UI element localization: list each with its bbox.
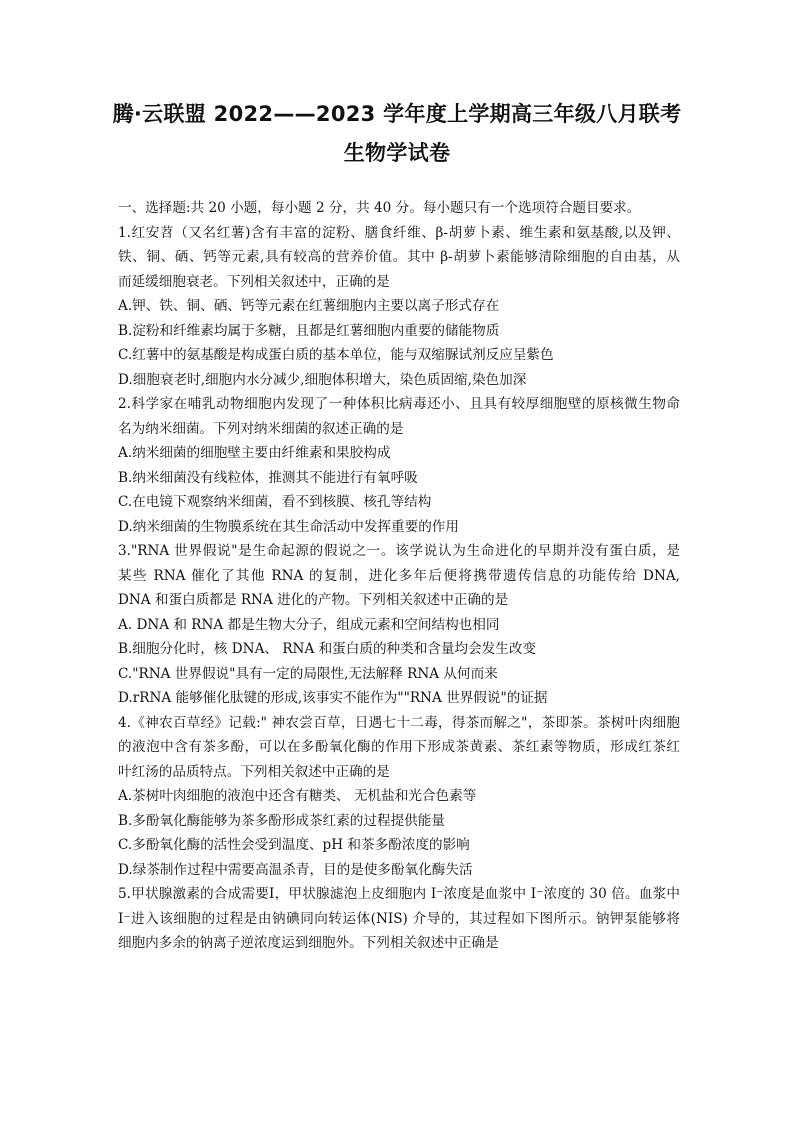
- text-line: 的液泡中含有茶多酚，可以在多酚氧化酶的作用下形成茶黄素、茶红素等物质，形成红茶红: [118, 739, 680, 755]
- text-line: C.多酚氧化酶的活性会受到温度、pH 和茶多酚浓度的影响: [118, 837, 470, 853]
- text-line: 某些 RNA 催化了其他 RNA 的复制，进化多年后便将携带遗传信息的功能传给 DNA,: [118, 567, 680, 584]
- exam-body: [118, 196, 680, 956]
- text-line: 5.甲状腺激素的合成需要I，甲状腺滤泡上皮细胞内 I⁻浓度是血浆中 I⁻浓度的 30 倍。血浆中: [118, 886, 680, 902]
- text-line: 铁、铜、硒、钙等元素,具有较高的营养价值。其中 β-胡萝卜素能够清除细胞的自由基，从: [118, 249, 680, 265]
- text-line: C.红薯中的氨基酸是构成蛋白质的基本单位，能与双缩脲试剂反应呈紫色: [118, 347, 554, 363]
- exam-subtitle: 生物学试卷: [343, 141, 451, 165]
- text-line: A. DNA 和 RNA 都是生物大分子，组成元素和空间结构也相同: [118, 616, 500, 633]
- text-line: 叶红汤的品质特点。下列相关叙述中正确的是: [118, 763, 390, 780]
- text-line: D.rRNA 能够催化肽键的形成,该事实不能作为""RNA 世界假说"的证据: [118, 690, 548, 706]
- text-line: I⁻进入该细胞的过程是由钠碘同向转运体(NIS) 介导的，其过程如下图所示。钠钾泵能够将: [118, 910, 680, 927]
- text-line: 1.红安苕（又名红薯)含有丰富的淀粉、膳食纤维、β-胡萝卜素、维生素和氨基酸,以及钾、: [118, 224, 680, 241]
- text-line: D.绿茶制作过程中需要高温杀青，目的是使多酚氧化酶失活: [118, 861, 473, 878]
- text-line: 一、选择题:共 20 小题，每小题 2 分，共 40 分。每小题只有一个选项符合题目要求。: [118, 200, 641, 216]
- text-line: 4.《神农百草经》记载:" 神农尝百草，日遇七十二毒，得茶而解之"，茶即茶。茶树叶肉细胞: [118, 714, 680, 731]
- text-line: C.在电镜下观察纳米细菌，看不到核膜、核孔等结构: [118, 494, 432, 510]
- text-line: 3."RNA 世界假说"是生命起源的假说之一。该学说认为生命进化的早期并没有蛋白质，是: [118, 543, 680, 559]
- text-line: A.钾、铁、铜、硒、钙等元素在红薯细胞内主要以离子形式存在: [118, 298, 500, 314]
- text-line: D.纳米细菌的生物膜系统在其生命活动中发挥重要的作用: [118, 518, 459, 535]
- text-line: D.细胞衰老时,细胞内水分减少,细胞体积增大，染色质固缩,染色加深: [118, 371, 527, 388]
- text-line: 细胞内多余的钠离子逆浓度运到细胞外。下列相关叙述中正确是: [118, 935, 499, 951]
- text-line: A.茶树叶肉细胞的液泡中还含有糖类、 无机盐和光合色素等: [118, 788, 477, 804]
- text-line: B.淀粉和纤维素均属于多糖，且都是红薯细胞内重要的储能物质: [118, 322, 500, 339]
- text-line: B.纳米细菌没有线粒体，推测其不能进行有氧呼吸: [118, 469, 418, 486]
- text-line: 名为纳米细菌。下列对纳米细菌的叙述正确的是: [118, 420, 404, 437]
- text-line: 2.科学家在哺乳动物细胞内发现了一种体积比病毒还小、且具有较厚细胞壁的原核微生物命: [118, 396, 680, 412]
- text-line: B.细胞分化时，核 DNA、 RNA 和蛋白质的种类和含量均会发生改变: [118, 641, 537, 657]
- text-line: 而延缓细胞衰老。下列相关叙述中，正确的是: [118, 273, 390, 290]
- text-line: B.多酚氧化酶能够为茶多酚形成茶红素的过程提供能量: [118, 812, 445, 829]
- text-line: A.纳米细菌的细胞壁主要由纤维素和果胶构成: [118, 445, 391, 461]
- text-line: C."RNA 世界假说"具有一定的局限性,无法解释 RNA 从何而来: [118, 665, 498, 682]
- text-line: DNA 和蛋白质都是 RNA 进化的产物。下列相关叙述中正确的是: [118, 592, 509, 608]
- exam-title: 腾·云联盟 2022——2023 学年度上学期高三年级八月联考: [112, 102, 682, 126]
